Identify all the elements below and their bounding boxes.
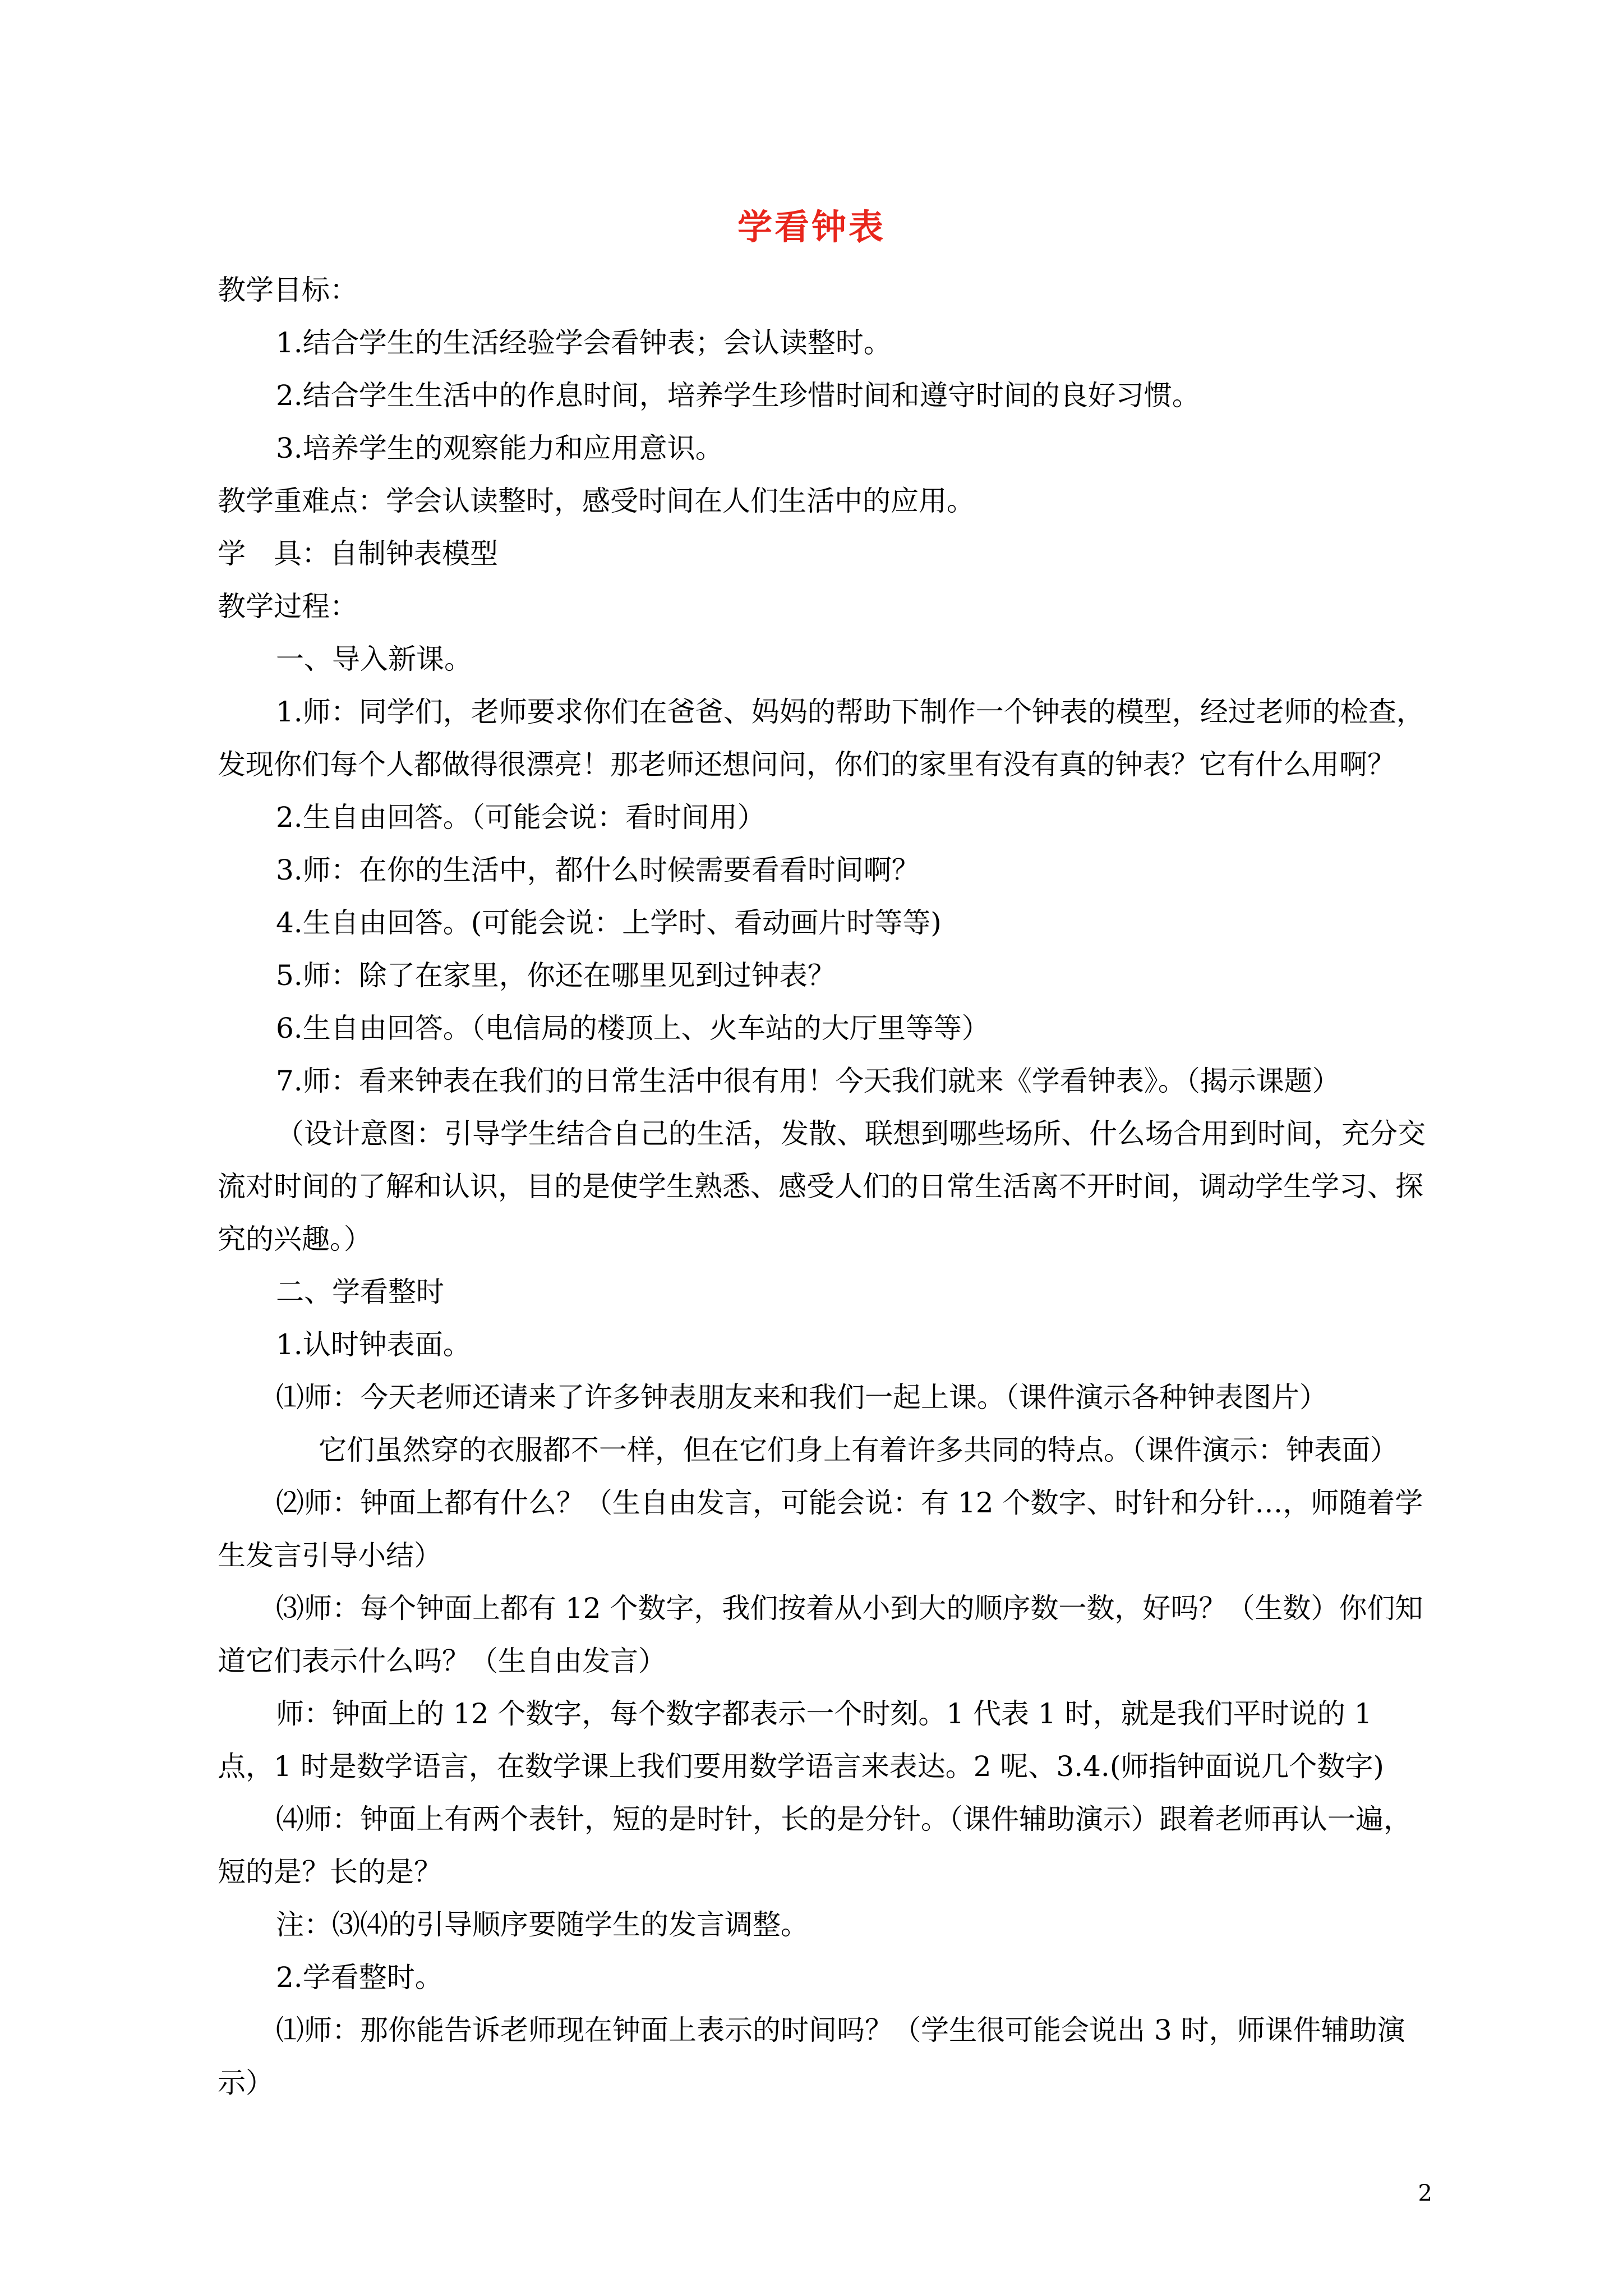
- paragraph: 6.生自由回答。（电信局的楼顶上、火车站的大厅里等等）: [276, 1012, 990, 1045]
- paragraph: 3.培养学生的观察能力和应用意识。: [276, 432, 723, 464]
- paragraph: 一、导入新课。: [276, 643, 472, 675]
- paragraph: 7.师：看来钟表在我们的日常生活中很有用！今天我们就来《学看钟表》。（揭示课题）: [276, 1065, 1340, 1097]
- paragraph: 教学过程：: [218, 590, 358, 623]
- paragraph: 2.结合学生生活中的作息时间，培养学生珍惜时间和遵守时间的良好习惯。: [276, 379, 1200, 412]
- paragraph: 注：⑶⑷的引导顺序要随学生的发言调整。: [276, 1908, 809, 1941]
- document-body: [218, 264, 1432, 2109]
- paragraph: ⑵师：钟面上都有什么？（生自由发言，可能会说：有 12 个数字、时针和分针…，师随着学生发言引导小结）: [218, 1487, 1423, 1572]
- paragraph: 1.结合学生的生活经验学会看钟表；会认读整时。: [276, 326, 892, 359]
- paragraph: 1.师：同学们，老师要求你们在爸爸、妈妈的帮助下制作一个钟表的模型，经过老师的检查，发现你们每个人都做得很漂亮！那老师还想问问，你们的家里有没有真的钟表？它有什么用啊？: [218, 696, 1424, 781]
- paragraph: 教学目标：: [218, 274, 358, 306]
- paragraph: 2.学看整时。: [276, 1961, 443, 1994]
- paragraph: 学 具：自制钟表模型: [218, 537, 498, 570]
- paragraph: 2.生自由回答。（可能会说：看时间用）: [276, 801, 766, 834]
- paragraph: 师：钟面上的 12 个数字，每个数字都表示一个时刻。1 代表 1 时，就是我们平时说的 1 点，1 时是数学语言，在数学课上我们要用数学语言来表达。2 呢、3.4.(师指钟面说几个数字): [218, 1697, 1384, 1783]
- paragraph: 3.师：在你的生活中，都什么时候需要看看时间啊？: [276, 854, 920, 886]
- paragraph: ⑴师：今天老师还请来了许多钟表朋友来和我们一起上课。（课件演示各种钟表图片）: [276, 1381, 1327, 1414]
- paragraph: （设计意图：引导学生结合自己的生活，发散、联想到哪些场所、什么场合用到时间，充分交流对时间的了解和认识，目的是使学生熟悉、感受人们的日常生活离不开时间，调动学生学习、探究的兴趣。）: [218, 1117, 1426, 1255]
- page-number: 2: [1418, 2180, 1432, 2206]
- paragraph: 二、学看整时: [276, 1276, 444, 1308]
- paragraph: 教学重难点：学会认读整时，感受时间在人们生活中的应用。: [218, 485, 975, 517]
- paragraph: 1.认时钟表面。: [276, 1328, 471, 1361]
- paragraph: ⑶师：每个钟面上都有 12 个数字，我们按着从小到大的顺序数一数，好吗？（生数）你们知道它们表示什么吗？（生自由发言）: [218, 1592, 1423, 1677]
- paragraph: 4.生自由回答。(可能会说：上学时、看动画片时等等): [276, 907, 942, 939]
- paragraph: ⑴师：那你能告诉老师现在钟面上表示的时间吗？（学生很可能会说出 3 时，师课件辅助演示）: [218, 2014, 1405, 2099]
- paragraph: 5.师：除了在家里，你还在哪里见到过钟表？: [276, 959, 836, 992]
- paragraph: 它们虽然穿的衣服都不一样，但在它们身上有着许多共同的特点。（课件演示：钟表面）: [319, 1434, 1398, 1466]
- document-title: 学看钟表: [737, 206, 886, 247]
- paragraph: ⑷师：钟面上有两个表针，短的是时针，长的是分针。（课件辅助演示）跟着老师再认一遍，短的是？长的是？: [218, 1803, 1412, 1888]
